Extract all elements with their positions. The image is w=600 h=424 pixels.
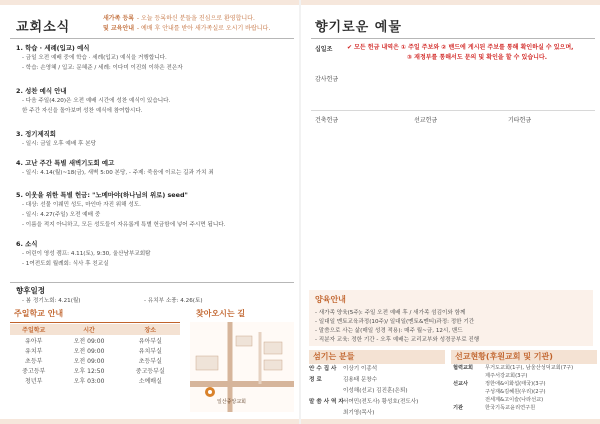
- missions-value: 구성재&김혜원(우리)(2구): [485, 389, 546, 395]
- news-item-line: - 이름을 적지 아니하고, 모든 성도들이 자유롭게 특별 헌금함에 넣어 주시면 됩니다.: [22, 222, 226, 228]
- nurture-title: 양육안내: [315, 295, 346, 304]
- news-item-line: - 대상: 선물 이웨민 성도, 마인마 자진 위해 성도.: [22, 202, 141, 208]
- news-item-line: - 일시: 금일 오후 예배 후 본당: [22, 141, 97, 147]
- missions-value: 한국기독교윤리연구원: [485, 405, 536, 411]
- news-item-heading: 6. 소식: [16, 240, 38, 248]
- missions-title: 선교현황(후원교회 및 기관): [451, 350, 597, 364]
- servers-role: 말 씀 사 역 자: [309, 399, 344, 405]
- notice-key: 새가족 등록: [103, 15, 135, 22]
- news-item: [16, 129, 294, 149]
- news-item-line: - 일시: 4.27(주일) 오전 예배 중: [22, 212, 101, 218]
- table-cell: 오후 12:50: [73, 367, 105, 375]
- missions-row: [451, 372, 597, 380]
- news-item: [16, 239, 294, 269]
- upcoming-line: [16, 296, 294, 306]
- column-header: 주일학교: [10, 324, 58, 335]
- news-item-heading: 5. 이웃을 위한 특별 헌금: "노메마야(하나님의 위로) seed": [16, 191, 188, 199]
- news-item-heading: 1. 학습 · 세례(입교) 예식: [16, 44, 90, 52]
- news-item-heading: 2. 성찬 예식 안내: [16, 87, 67, 95]
- servers-names: 서여민(전도사) 황성호(전도사): [343, 399, 419, 405]
- news-item-line: - 금일 오전 예배 중에 학습 · 세례(입교) 예식을 거행합니다.: [22, 55, 167, 61]
- divider: [10, 282, 294, 283]
- school-table: [10, 324, 180, 385]
- news-item: [16, 190, 294, 230]
- missions-row: [451, 380, 597, 388]
- news-item-line: - 다음 주일(4.20)은 오전 예배 시간에 성찬 예식이 있습니다.: [22, 98, 171, 104]
- right-page: [301, 0, 600, 424]
- servers-names: 최기영(목사): [343, 410, 375, 416]
- nurture-line: - 일대일 멘토교육과정(10주)/ 일대일(멘토&멘티)과정: 정한 기간: [315, 319, 475, 325]
- column-header: 장소: [121, 324, 180, 335]
- table-cell: 오전 09:00: [73, 357, 105, 365]
- school-title: 주일학교 안내: [14, 309, 64, 318]
- servers-names: 김용태 문창수: [343, 377, 378, 383]
- servers-section: [309, 350, 445, 419]
- bottom-band: [0, 419, 299, 424]
- offering-label-tithe: 십일조: [315, 46, 333, 53]
- table-cell: 유치부실: [138, 347, 162, 355]
- servers-row: [309, 364, 445, 375]
- map-building: [264, 360, 282, 370]
- bottom-band: [301, 419, 600, 424]
- notice-row: [103, 24, 270, 34]
- notice-row: [103, 14, 270, 24]
- top-band: [0, 0, 299, 5]
- column-header: 시간: [58, 324, 121, 335]
- divider: [311, 38, 595, 39]
- offering-label-thanks: 감사헌금: [315, 76, 339, 83]
- upcoming-schedule: [16, 286, 294, 306]
- map-building: [196, 356, 218, 370]
- table-header-row: [10, 324, 180, 335]
- table-cell: 소예배실: [138, 377, 162, 385]
- offering-label-mission: 선교헌금: [414, 117, 438, 124]
- table-cell: 유아부실: [138, 337, 162, 345]
- table-row: [10, 345, 180, 355]
- map-pin-dot: [208, 390, 212, 394]
- missions-section: [451, 350, 597, 412]
- news-item: [16, 86, 294, 116]
- nurture-line: - 새가족 양육(5주): 주일 오전 예배 후 / 새가족 섬김이와 함께: [315, 310, 466, 316]
- news-item-line: 한 주간 자신을 돌아보며 성찬 예식에 참여합시다.: [22, 108, 143, 114]
- news-item-line: - 일시: 4.14(월)~18(금), 새벽 5:00 본당, - 주제: 죽음에 이르는 길과 가치 죄: [22, 170, 214, 176]
- nurture-box: [309, 290, 593, 346]
- servers-role: 정 로: [309, 377, 322, 383]
- left-page: [0, 0, 299, 424]
- servers-names: 이성해(선교) 김진훈(은퇴): [343, 388, 408, 394]
- location-map: [190, 322, 294, 412]
- map-building: [264, 342, 282, 354]
- divider: [10, 322, 180, 323]
- news-item-line: - 1여전도회 월례회: 식사 후 친교실: [22, 261, 109, 267]
- news-item: [16, 158, 294, 178]
- table-cell: 중고등부: [22, 367, 46, 375]
- news-item-line: - 어린이 영성 캠프: 4.11(토), 9:30, 울산남부교회탐: [22, 251, 151, 257]
- servers-role: 안 수 집 사: [309, 366, 337, 372]
- top-band: [301, 0, 600, 5]
- upcoming-item: - 봄 정기노회: 4.21(월): [22, 298, 81, 304]
- offering-note-line: ③ 재정부를 통해서도 문의 및 확인을 할 수 있습니다.: [407, 54, 547, 61]
- nurture-line: - 직분자 교육: 정한 기간 - 오후 예배는 교리교부와 성경공부로 진행: [315, 337, 480, 343]
- servers-names: 이상기 이종석: [343, 366, 378, 372]
- map-building: [236, 336, 252, 346]
- table-cell: 중고등부실: [135, 367, 165, 375]
- missions-row: [451, 404, 597, 412]
- map-title: 찾아오시는 길: [196, 309, 246, 318]
- news-item: [16, 43, 294, 73]
- missions-value: 무거도교회(1구), 남울산성덕교회(7구): [485, 365, 574, 371]
- table-cell: 오전 09:00: [73, 337, 105, 345]
- offering-label-building: 건축헌금: [315, 117, 339, 124]
- news-item-heading: 3. 정기제직회: [16, 130, 56, 138]
- notice-value: - 예배 후 안내를 받아 새가족실로 오시기 바랍니다.: [136, 25, 271, 32]
- missions-category: 협력교회: [453, 365, 474, 371]
- offering-note-line: ✔ 모든 헌금 내역은 ① 주일 주보와 ② 밴드에 게시된 주보를 통해 확인하실 수 있으며,: [347, 44, 574, 51]
- table-row: [10, 355, 180, 365]
- table-cell: 오전 09:00: [73, 347, 105, 355]
- servers-row: [309, 386, 445, 397]
- missions-row: [451, 364, 597, 372]
- missions-row: [451, 388, 597, 396]
- servers-title: 섬기는 분들: [309, 350, 445, 364]
- upcoming-title: 향후일정: [16, 286, 45, 295]
- newcomer-notice: [103, 14, 270, 34]
- table-cell: 유아부: [25, 337, 43, 345]
- missions-row: [451, 396, 597, 404]
- nurture-line: - 말씀으로 사는 삶(매일 성경 적용): 매주 월~금, 12시, 밴드: [315, 328, 463, 334]
- missions-category: 기관: [453, 405, 464, 411]
- missions-category: 선교사: [453, 381, 469, 387]
- upcoming-item: - 유치부 소풍: 4.26(토): [144, 298, 203, 304]
- table-cell: 유치부: [25, 347, 43, 355]
- section-title-offering: 향기로운 예물: [315, 20, 402, 35]
- servers-row: [309, 397, 445, 408]
- offering-note: [347, 43, 573, 63]
- missions-value: 전세계&고이슬(나라선교): [485, 397, 544, 403]
- table-cell: 초등부실: [138, 357, 162, 365]
- notice-value: - 오늘 등록하신 분들을 진심으로 환영합니다.: [136, 15, 255, 22]
- servers-row: [309, 408, 445, 419]
- servers-row: [309, 375, 445, 386]
- table-cell: 오후 03:00: [73, 377, 105, 385]
- table-cell: 청년부: [25, 377, 43, 385]
- notice-key: 및 교육안내: [103, 25, 135, 32]
- map-church-label: 일산중앙교회: [217, 399, 246, 405]
- missions-value: 정한애&이화섭(태국)(3구): [485, 381, 546, 387]
- divider: [10, 38, 294, 39]
- table-row: [10, 375, 180, 385]
- divider: [311, 110, 595, 111]
- news-item-line: - 학습: 손영혜 / 입교: 문혜준 / 세례: 이다미 이진희 이하은 전은자: [22, 65, 183, 71]
- missions-value: 제주서강교회(3구): [485, 373, 528, 379]
- table-row: [10, 365, 180, 375]
- section-title-news: 교회소식: [16, 20, 71, 35]
- offering-label-etc: 기타헌금: [508, 117, 532, 124]
- news-item-heading: 4. 고난 주간 특별 새벽기도회 예고: [16, 159, 115, 167]
- table-row: [10, 335, 180, 345]
- table-cell: 초등부: [25, 357, 43, 365]
